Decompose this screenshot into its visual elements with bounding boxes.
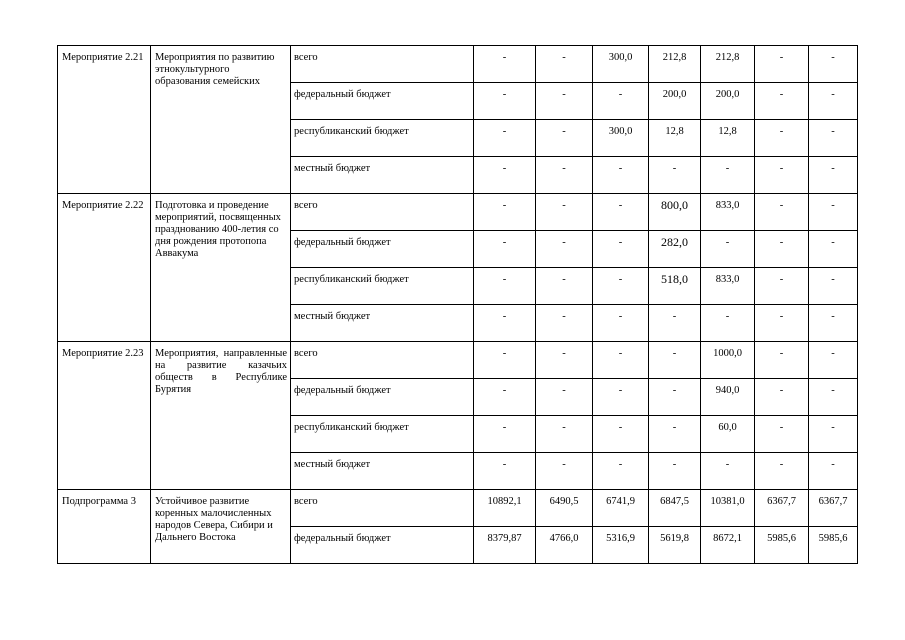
amount-cell: -: [536, 379, 593, 416]
funding-source-cell: республиканский бюджет: [291, 416, 474, 453]
amount-cell: -: [593, 379, 649, 416]
funding-source-cell: федеральный бюджет: [291, 527, 474, 564]
amount-cell: -: [474, 305, 536, 342]
funding-source-cell: всего: [291, 46, 474, 83]
measure-id-cell: Мероприятие 2.23: [58, 342, 151, 490]
amount-cell: -: [593, 305, 649, 342]
amount-cell: 200,0: [701, 83, 755, 120]
amount-cell: -: [649, 157, 701, 194]
amount-cell: 833,0: [701, 194, 755, 231]
amount-cell: 5316,9: [593, 527, 649, 564]
budget-table-body: [58, 46, 858, 564]
amount-cell: 12,8: [649, 120, 701, 157]
amount-cell: -: [593, 342, 649, 379]
amount-cell: -: [593, 453, 649, 490]
amount-cell: -: [809, 157, 858, 194]
amount-cell: -: [593, 194, 649, 231]
measure-name-cell: Подготовка и проведение мероприятий, посвященных празднованию 400-летия со дня рождения протопопа Аввакума: [151, 194, 291, 342]
amount-cell: 300,0: [593, 120, 649, 157]
amount-cell: -: [593, 83, 649, 120]
amount-cell: -: [809, 231, 858, 268]
amount-cell: 6847,5: [649, 490, 701, 527]
funding-source-cell: местный бюджет: [291, 305, 474, 342]
amount-cell: -: [649, 379, 701, 416]
amount-cell: -: [649, 453, 701, 490]
measure-name-cell: Мероприятия по развитию этнокультурного образования семейских: [151, 46, 291, 194]
amount-cell: 12,8: [701, 120, 755, 157]
amount-cell: -: [755, 194, 809, 231]
amount-cell: -: [536, 120, 593, 157]
amount-cell: -: [809, 268, 858, 305]
amount-cell: 1000,0: [701, 342, 755, 379]
amount-cell: 4766,0: [536, 527, 593, 564]
funding-source-cell: всего: [291, 490, 474, 527]
amount-cell: -: [701, 157, 755, 194]
amount-cell: -: [536, 46, 593, 83]
funding-source-cell: всего: [291, 194, 474, 231]
funding-source-cell: всего: [291, 342, 474, 379]
amount-cell: -: [809, 342, 858, 379]
amount-cell: -: [474, 120, 536, 157]
funding-source-cell: федеральный бюджет: [291, 83, 474, 120]
amount-cell: -: [755, 379, 809, 416]
table-row: [58, 342, 858, 379]
amount-cell: -: [809, 379, 858, 416]
amount-cell: 5619,8: [649, 527, 701, 564]
amount-cell: 6490,5: [536, 490, 593, 527]
funding-source-cell: республиканский бюджет: [291, 120, 474, 157]
amount-cell: -: [649, 416, 701, 453]
amount-cell: -: [536, 453, 593, 490]
amount-cell: 200,0: [649, 83, 701, 120]
measure-name-cell: Устойчивое развитие коренных малочисленных народов Севера, Сибири и Дальнего Востока: [151, 490, 291, 564]
amount-cell: -: [755, 268, 809, 305]
amount-cell: 6367,7: [809, 490, 858, 527]
amount-cell: 60,0: [701, 416, 755, 453]
amount-cell: 8379,87: [474, 527, 536, 564]
amount-cell: -: [593, 231, 649, 268]
funding-source-cell: федеральный бюджет: [291, 231, 474, 268]
measure-id-cell: Мероприятие 2.22: [58, 194, 151, 342]
amount-cell: -: [701, 453, 755, 490]
amount-cell: -: [649, 305, 701, 342]
amount-cell: 518,0: [649, 268, 701, 305]
budget-table: [57, 45, 858, 564]
amount-cell: -: [474, 46, 536, 83]
amount-cell: -: [536, 342, 593, 379]
amount-cell: -: [755, 231, 809, 268]
amount-cell: -: [755, 46, 809, 83]
amount-cell: 8672,1: [701, 527, 755, 564]
table-row: [58, 46, 858, 83]
amount-cell: -: [536, 157, 593, 194]
amount-cell: -: [536, 194, 593, 231]
amount-cell: 282,0: [649, 231, 701, 268]
amount-cell: -: [809, 416, 858, 453]
amount-cell: 940,0: [701, 379, 755, 416]
amount-cell: -: [701, 305, 755, 342]
amount-cell: -: [701, 231, 755, 268]
amount-cell: 300,0: [593, 46, 649, 83]
amount-cell: -: [474, 453, 536, 490]
amount-cell: -: [474, 416, 536, 453]
amount-cell: -: [474, 342, 536, 379]
amount-cell: -: [649, 342, 701, 379]
amount-cell: -: [474, 231, 536, 268]
amount-cell: -: [593, 157, 649, 194]
table-row: [58, 194, 858, 231]
amount-cell: -: [593, 268, 649, 305]
amount-cell: -: [474, 157, 536, 194]
funding-source-cell: местный бюджет: [291, 157, 474, 194]
amount-cell: -: [474, 194, 536, 231]
amount-cell: 10892,1: [474, 490, 536, 527]
amount-cell: -: [474, 379, 536, 416]
amount-cell: 5985,6: [755, 527, 809, 564]
amount-cell: -: [755, 342, 809, 379]
amount-cell: -: [809, 83, 858, 120]
amount-cell: -: [536, 231, 593, 268]
amount-cell: 800,0: [649, 194, 701, 231]
amount-cell: -: [593, 416, 649, 453]
amount-cell: -: [536, 416, 593, 453]
amount-cell: -: [755, 305, 809, 342]
amount-cell: 6741,9: [593, 490, 649, 527]
funding-source-cell: федеральный бюджет: [291, 379, 474, 416]
amount-cell: -: [809, 46, 858, 83]
amount-cell: -: [755, 157, 809, 194]
amount-cell: -: [755, 120, 809, 157]
amount-cell: -: [809, 305, 858, 342]
amount-cell: 212,8: [701, 46, 755, 83]
amount-cell: 5985,6: [809, 527, 858, 564]
amount-cell: -: [809, 453, 858, 490]
amount-cell: -: [536, 83, 593, 120]
measure-name-cell: Мероприятия, направленные на развитие казачьих обществ в Республике Бурятия: [151, 342, 291, 490]
amount-cell: -: [536, 305, 593, 342]
amount-cell: -: [536, 268, 593, 305]
amount-cell: 10381,0: [701, 490, 755, 527]
table-row: [58, 490, 858, 527]
funding-source-cell: местный бюджет: [291, 453, 474, 490]
amount-cell: -: [809, 120, 858, 157]
funding-source-cell: республиканский бюджет: [291, 268, 474, 305]
measure-id-cell: Мероприятие 2.21: [58, 46, 151, 194]
amount-cell: -: [809, 194, 858, 231]
measure-id-cell: Подпрограмма 3: [58, 490, 151, 564]
amount-cell: 6367,7: [755, 490, 809, 527]
amount-cell: -: [755, 83, 809, 120]
amount-cell: 833,0: [701, 268, 755, 305]
amount-cell: -: [474, 83, 536, 120]
amount-cell: -: [755, 453, 809, 490]
amount-cell: 212,8: [649, 46, 701, 83]
amount-cell: -: [755, 416, 809, 453]
amount-cell: -: [474, 268, 536, 305]
